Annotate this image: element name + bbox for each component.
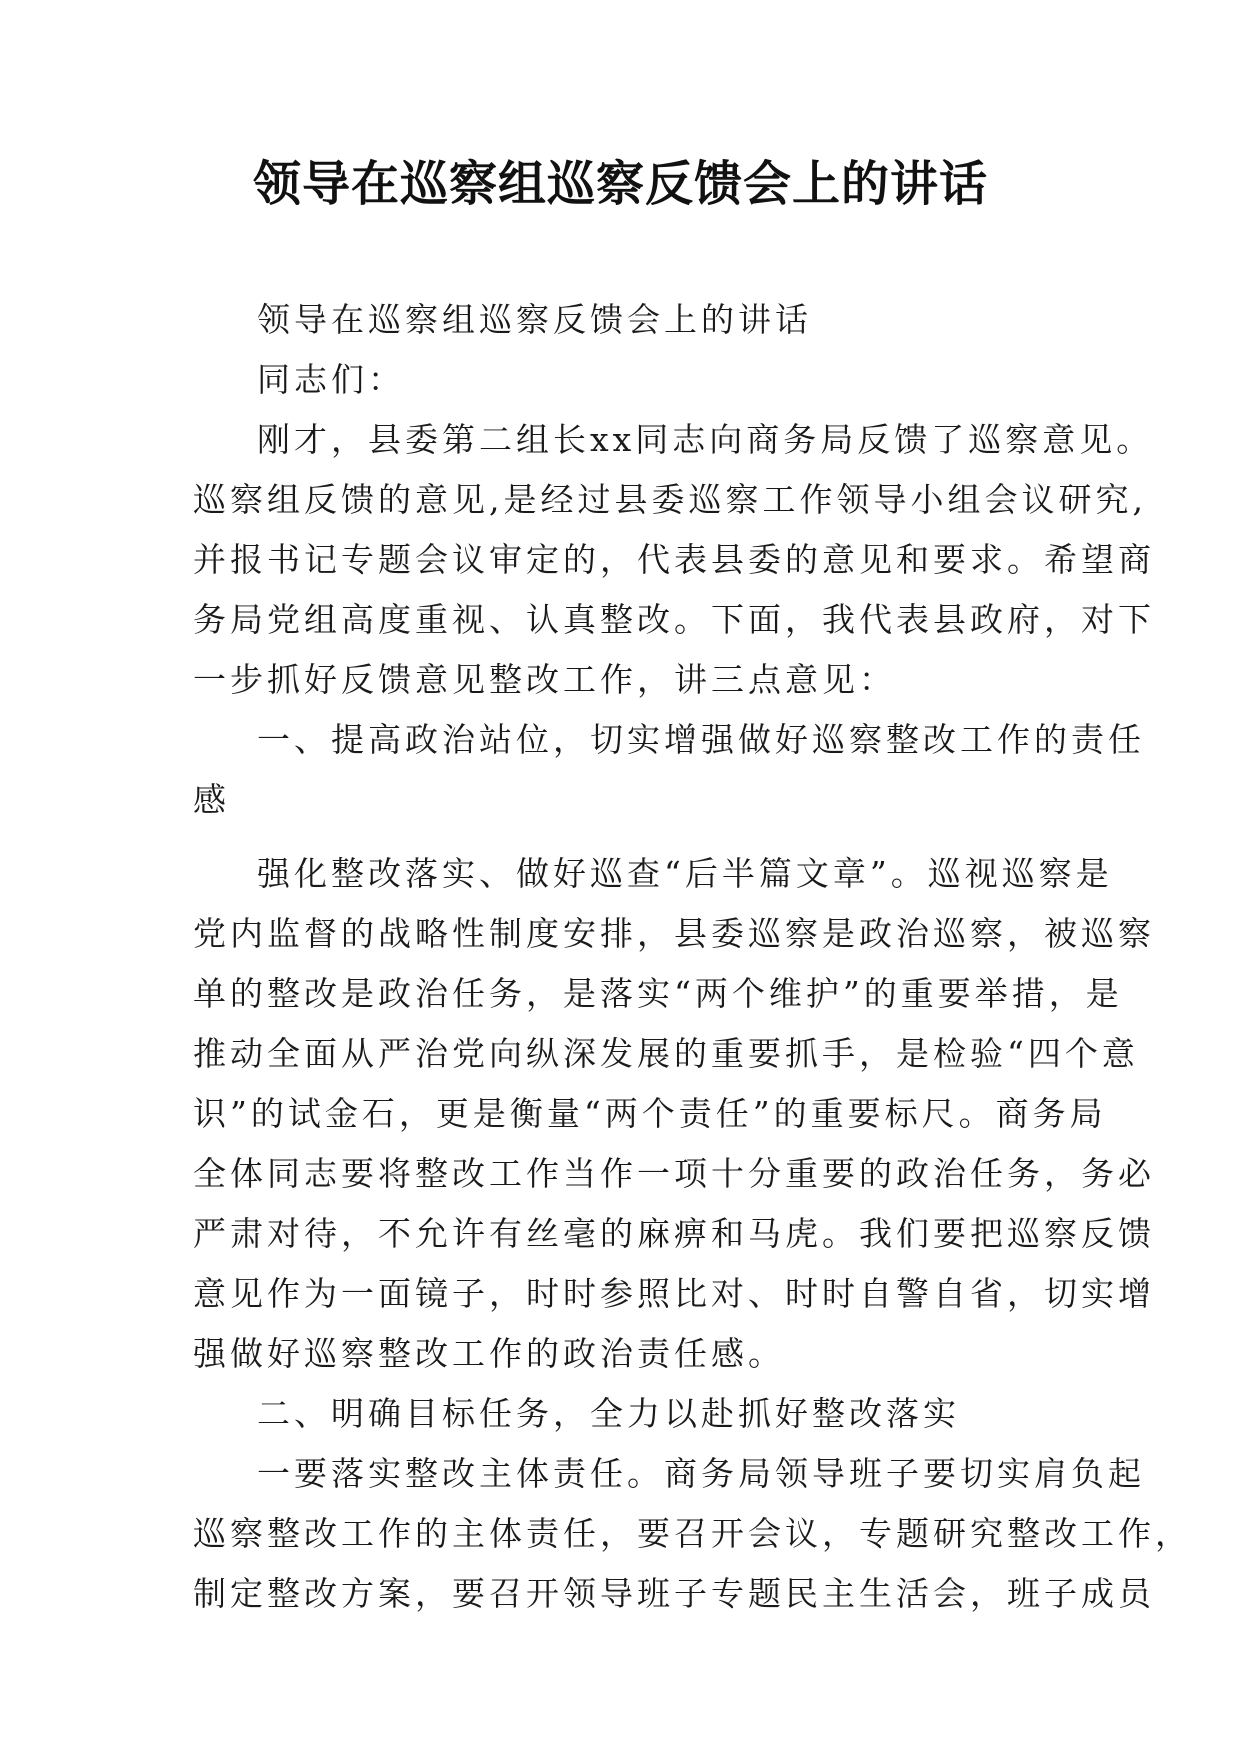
paragraph-line: 推动全面从严治党向纵深发展的重要抓手，是检验“四个意 bbox=[193, 1034, 1139, 1073]
paragraph-line: 刚才，县委第二组长xx同志向商务局反馈了巡察意见。 bbox=[257, 420, 1154, 459]
paragraph-line: 巡察组反馈的意见,是经过县委巡察工作领导小组会议研究, bbox=[193, 480, 1147, 519]
paragraph-line: 党内监督的战略性制度安排，县委巡察是政治巡察，被巡察 bbox=[193, 914, 1155, 953]
paragraph-line: 一步抓好反馈意见整改工作，讲三点意见： bbox=[193, 660, 896, 699]
paragraph-line: 一要落实整改主体责任。商务局领导班子要切实肩负起 bbox=[257, 1454, 1145, 1493]
document-title: 领导在巡察组巡察反馈会上的讲话 bbox=[252, 156, 988, 212]
document-body bbox=[193, 290, 1192, 1624]
section-heading-line: 二、明确目标任务，全力以赴抓好整改落实 bbox=[257, 1394, 960, 1433]
paragraph-line: 制定整改方案，要召开领导班子专题民主生活会，班子成员 bbox=[193, 1574, 1155, 1613]
paragraph-line: 严肃对待，不允许有丝毫的麻痹和马虎。我们要把巡察反馈 bbox=[193, 1214, 1155, 1253]
section-heading-line: 一、提高政治站位，切实增强做好巡察整改工作的责任 bbox=[257, 720, 1145, 759]
salutation-line: 同志们： bbox=[257, 360, 405, 399]
paragraph-line: 识”的试金石，更是衡量“两个责任”的重要标尺。商务局 bbox=[193, 1094, 1107, 1133]
paragraph-line: 意见作为一面镜子，时时参照比对、时时自警自省，切实增 bbox=[193, 1274, 1155, 1313]
paragraph-line: 强做好巡察整改工作的政治责任感。 bbox=[193, 1334, 785, 1373]
paragraph-line: 务局党组高度重视、认真整改。下面，我代表县政府，对下 bbox=[193, 600, 1155, 639]
paragraph-line: 并报书记专题会议审定的，代表县委的意见和要求。希望商 bbox=[193, 540, 1155, 579]
paragraph-line: 全体同志要将整改工作当作一项十分重要的政治任务，务必 bbox=[193, 1154, 1155, 1193]
subtitle-line: 领导在巡察组巡察反馈会上的讲话 bbox=[257, 300, 812, 339]
paragraph-line: 强化整改落实、做好巡查“后半篇文章”。巡视巡察是 bbox=[257, 854, 1113, 893]
section-heading-line: 感 bbox=[193, 780, 230, 819]
paragraph-line: 巡察整改工作的主体责任，要召开会议，专题研究整改工作， bbox=[193, 1514, 1192, 1553]
paragraph-line: 单的整改是政治任务，是落实“两个维护”的重要举措，是 bbox=[193, 974, 1123, 1013]
